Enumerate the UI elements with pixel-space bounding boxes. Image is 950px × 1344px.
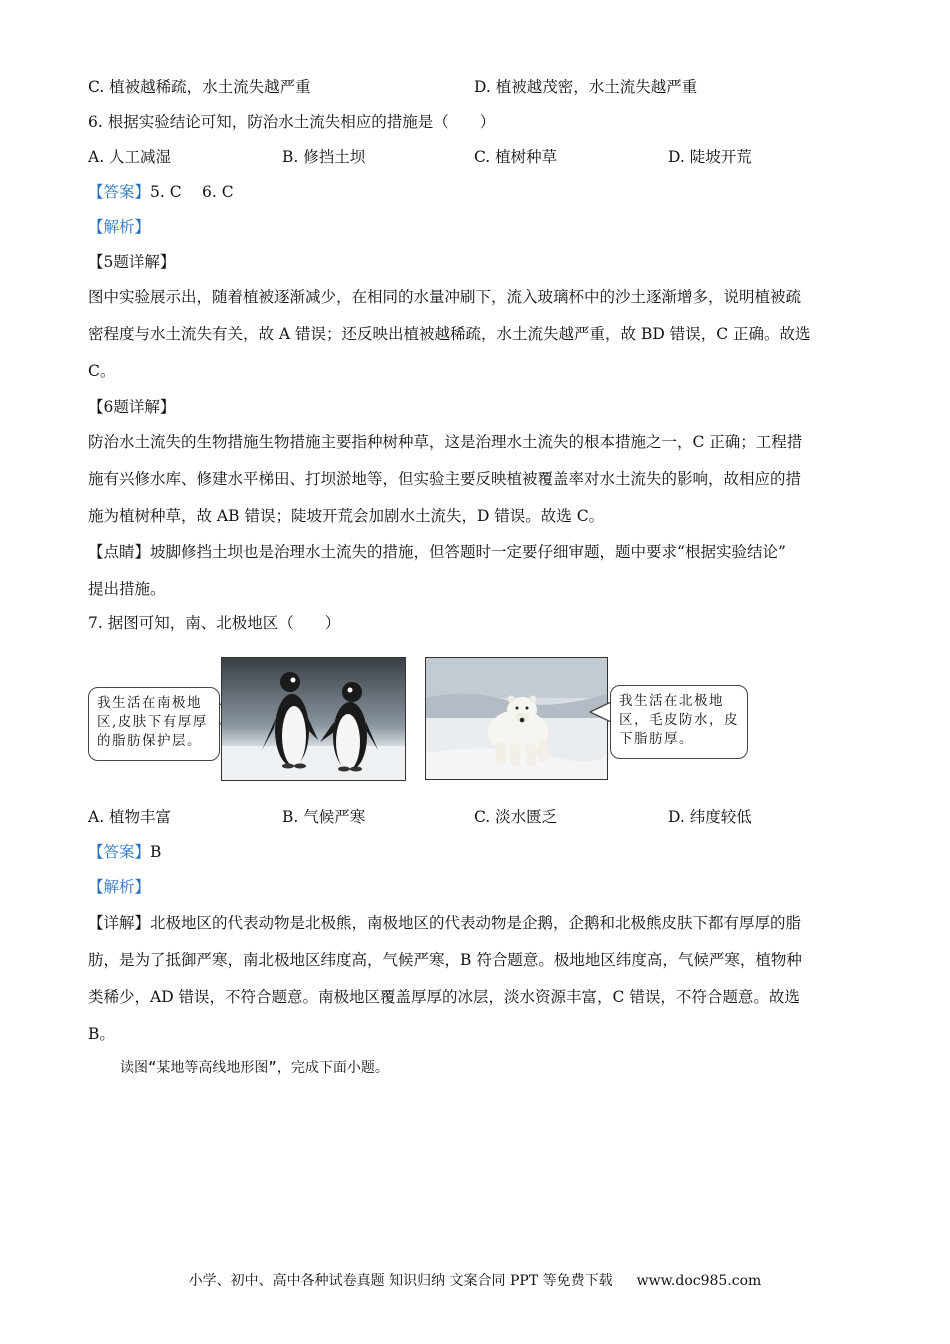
q6-option-a: A. 人工减湿: [88, 148, 172, 166]
footer-text: 小学、初中、高中各种试卷真题 知识归纳 文案合同 PPT 等免费下载: [188, 1273, 613, 1289]
text-line: 施为植树种草，故 AB 错误；陡坡开荒会加剧水土流失，D 错误。故选 C。: [88, 507, 605, 525]
detail-7-line-0: 北极地区的代表动物是北极熊，南极地区的代表动物是企鹅，企鹅和北极熊皮肤下都有厚厚的脂: [150, 914, 802, 932]
q7-stem: 7. 据图可知，南、北极地区（ ）: [88, 614, 341, 632]
detail-5-text: [88, 287, 860, 381]
text-line: 肪，是为了抵御严寒，南北极地区纬度高，气候严寒，B 符合题意。极地地区纬度高，气候严寒，植物种: [88, 951, 802, 969]
penguins-image: [222, 658, 405, 780]
analysis-tag: 【解析】: [88, 218, 151, 236]
q6-option-d: D. 陡坡开荒: [668, 148, 752, 166]
reading-prompt: 读图“某地等高线地形图”，完成下面小题。: [120, 1060, 389, 1076]
q7-option-b: B. 气候严寒: [282, 808, 366, 826]
polar-bear-photo: [425, 657, 608, 780]
q5-option-c: C. 植被越稀疏，水土流失越严重: [88, 78, 311, 96]
text-line: 图中实验展示出，随着植被逐渐减少，在相同的水量冲刷下，流入玻璃杯中的沙土逐渐增多，说明植被疏: [88, 288, 802, 306]
answer-7: [88, 842, 161, 862]
answer-text: 5. C 6. C: [150, 183, 234, 201]
detail-7-tag: 【详解】: [88, 914, 151, 932]
text-line: B。: [88, 1025, 115, 1043]
bubble-line: 我生活在北极地: [619, 693, 724, 709]
q7-option-a: A. 植物丰富: [88, 808, 172, 826]
speech-bubble-left: [88, 687, 220, 761]
q7-option-d: D. 纬度较低: [668, 808, 752, 826]
bubble-line: 我生活在南极地: [97, 695, 202, 711]
text-line: 防治水土流失的生物措施生物措施主要指种树种草，这是治理水土流失的根本措施之一，C 正确；工程措: [88, 433, 803, 451]
detail-6-tag: 【6题详解】: [88, 398, 176, 416]
q7-option-c: C. 淡水匮乏: [474, 808, 558, 826]
text-line: C。: [88, 362, 116, 380]
answer-text: B: [150, 843, 162, 861]
note-text: [88, 542, 860, 599]
note-tag: 【点睛】: [88, 543, 151, 561]
footer-site-link[interactable]: www.doc985.com: [636, 1273, 762, 1289]
bubble-line: 区，毛皮防水，皮: [619, 712, 739, 728]
speech-bubble-right: [610, 685, 748, 759]
bubble-line: 下脂肪厚。: [619, 731, 694, 747]
penguins-photo: [221, 657, 406, 781]
polar-bear-image: [426, 658, 607, 779]
q6-stem: 6. 根据实验结论可知，防治水土流失相应的措施是（ ）: [88, 113, 496, 131]
answer-5-6: [88, 182, 234, 202]
text-line: 类稀少，AD 错误，不符合题意。南极地区覆盖厚厚的冰层，淡水资源丰富，C 错误，不符合题意。故选: [88, 988, 800, 1006]
q5-option-d: D. 植被越茂密，水土流失越严重: [474, 78, 698, 96]
bubble-line: 的脂肪保护层。: [97, 733, 202, 749]
note-line-0: 坡脚修挡土坝也是治理水土流失的措施，但答题时一定要仔细审题，题中要求“根据实验结论”: [150, 543, 786, 561]
text-line: [88, 542, 860, 562]
detail-5-tag: 【5题详解】: [88, 253, 176, 271]
analysis-tag: 【解析】: [88, 878, 151, 896]
answer-tag: 【答案】: [88, 183, 151, 201]
page-footer: [0, 1270, 950, 1290]
bubble-pointer-right-icon: [588, 698, 612, 728]
text-line: 密程度与水土流失有关，故 A 错误；还反映出植被越稀疏，水土流失越严重，故 BD 错误，C 正确。故选: [88, 325, 811, 343]
answer-tag: 【答案】: [88, 843, 151, 861]
bubble-line: 区,皮肤下有厚厚: [97, 714, 208, 730]
text-line: 提出措施。: [88, 580, 166, 598]
text-line: 施有兴修水库、修建水平梯田、打坝淤地等，但实验主要反映植被覆盖率对水土流失的影响，故相应的措: [88, 470, 802, 488]
q6-option-b: B. 修挡土坝: [282, 148, 366, 166]
q6-option-c: C. 植树种草: [474, 148, 558, 166]
detail-6-text: [88, 432, 860, 526]
detail-7-text: [88, 913, 860, 1044]
text-line: [88, 913, 860, 933]
